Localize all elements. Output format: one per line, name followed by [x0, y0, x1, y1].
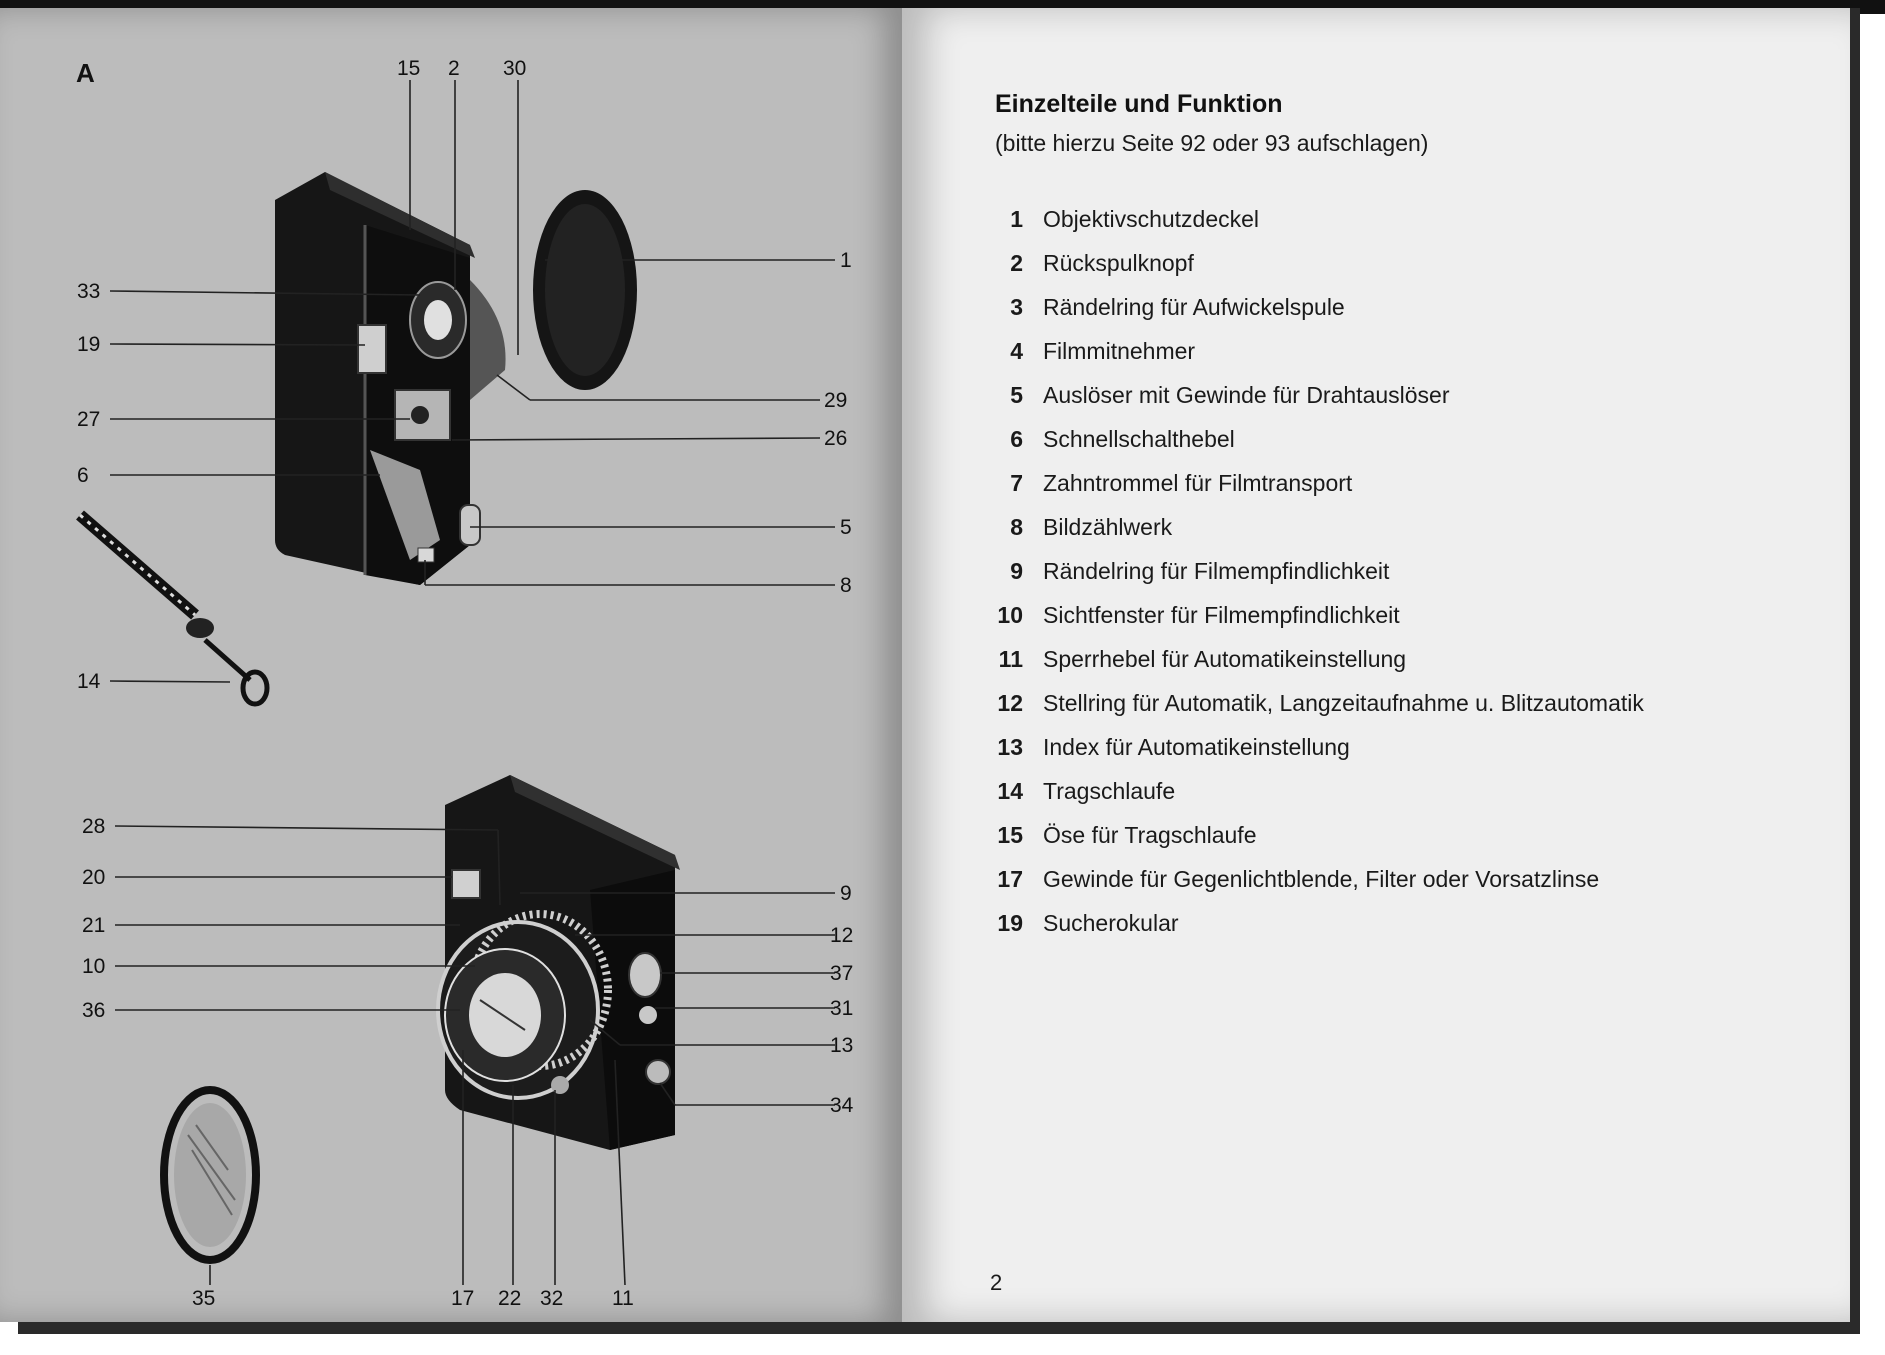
list-item [985, 285, 1644, 329]
item-number: 8 [1010, 513, 1023, 540]
item-label: Sperrhebel für Automatikeinstellung [1043, 645, 1407, 672]
list-item [985, 417, 1644, 461]
callout-13: 13 [830, 1034, 854, 1057]
list-item [985, 725, 1644, 769]
item-number: 13 [997, 733, 1023, 760]
callout-11: 11 [612, 1287, 634, 1310]
callout-17: 17 [451, 1287, 475, 1310]
list-item [985, 329, 1644, 373]
figure-letter: A [76, 58, 95, 88]
callout-21: 21 [82, 914, 106, 937]
item-number: 9 [1010, 557, 1023, 584]
item-label: Bildzählwerk [1043, 513, 1173, 540]
item-number: 7 [1010, 469, 1023, 496]
item-label: Tragschlaufe [1043, 777, 1176, 804]
item-number: 2 [1010, 249, 1023, 276]
callout-30: 30 [503, 57, 527, 80]
item-number: 19 [997, 909, 1023, 936]
callout-34: 34 [830, 1094, 854, 1117]
item-label: Objektivschutzdeckel [1043, 205, 1260, 232]
item-label: Index für Automatikeinstellung [1043, 733, 1350, 760]
item-label: Öse für Tragschlaufe [1043, 821, 1257, 848]
callout-20: 20 [82, 866, 106, 889]
item-number: 17 [997, 865, 1023, 892]
callout-33: 33 [77, 280, 101, 303]
item-label: Rändelring für Filmempfindlichkeit [1043, 557, 1390, 584]
item-number: 1 [1010, 205, 1023, 232]
list-item [985, 681, 1644, 725]
parts-list [985, 197, 1644, 945]
callout-10: 10 [82, 955, 106, 978]
item-label: Rückspulknopf [1043, 249, 1194, 276]
callout-9: 9 [840, 882, 852, 905]
callout-27: 27 [77, 408, 101, 431]
list-item [985, 637, 1644, 681]
list-item [985, 813, 1644, 857]
callout-6: 6 [77, 464, 89, 487]
item-label: Zahntrommel für Filmtransport [1043, 469, 1353, 496]
strap-illustration [80, 515, 267, 704]
list-item [985, 769, 1644, 813]
item-number: 12 [997, 689, 1023, 716]
page-heading: Einzelteile und Funktion [995, 90, 1283, 118]
item-label: Sichtfenster für Filmempfindlichkeit [1043, 601, 1400, 628]
item-label: Auslöser mit Gewinde für Drahtauslöser [1043, 381, 1450, 408]
filter-illustration [164, 1090, 256, 1260]
lens-cap-illustration [533, 190, 637, 390]
list-item [985, 505, 1644, 549]
item-number: 6 [1010, 425, 1023, 452]
item-number: 11 [998, 645, 1023, 672]
callout-29: 29 [824, 389, 848, 412]
item-label: Filmmitnehmer [1043, 337, 1196, 364]
page-shadow-bottom [18, 1322, 1860, 1334]
callout-22: 22 [498, 1287, 522, 1310]
callout-8: 8 [840, 574, 852, 597]
list-item [985, 373, 1644, 417]
camera-top-illustration [275, 172, 506, 585]
callout-14: 14 [77, 670, 101, 693]
page-number: 2 [990, 1270, 1003, 1295]
callout-37: 37 [830, 962, 854, 985]
item-number: 15 [997, 821, 1023, 848]
page-subheading: (bitte hierzu Seite 92 oder 93 aufschlagen) [995, 130, 1429, 156]
item-number: 5 [1010, 381, 1023, 408]
callout-15: 15 [397, 57, 421, 80]
item-number: 10 [997, 601, 1023, 628]
item-number: 4 [1010, 337, 1023, 364]
list-item [985, 241, 1644, 285]
item-label: Schnellschalthebel [1043, 425, 1235, 452]
list-item [985, 857, 1644, 901]
item-label: Stellring für Automatik, Langzeitaufnahme u. Blitzautomatik [1043, 689, 1644, 716]
camera-diagram [0, 0, 902, 1322]
callout-31: 31 [830, 997, 854, 1020]
list-item [985, 197, 1644, 241]
callout-26: 26 [824, 427, 848, 450]
callout-1: 1 [840, 249, 852, 272]
item-label: Gewinde für Gegenlichtblende, Filter oder Vorsatzlinse [1043, 865, 1600, 892]
item-label: Sucherokular [1043, 909, 1179, 936]
list-item [985, 901, 1644, 945]
callout-35: 35 [192, 1287, 216, 1310]
callout-36: 36 [82, 999, 106, 1022]
page-shadow-right [1850, 8, 1860, 1333]
callout-2: 2 [448, 57, 460, 80]
callout-12: 12 [830, 924, 854, 947]
list-item [985, 593, 1644, 637]
camera-bottom-illustration [438, 775, 680, 1150]
item-number: 14 [997, 777, 1023, 804]
item-number: 3 [1010, 293, 1023, 320]
callout-19: 19 [77, 333, 101, 356]
callout-28: 28 [82, 815, 106, 838]
item-label: Rändelring für Aufwickelspule [1043, 293, 1345, 320]
list-item [985, 461, 1644, 505]
list-item [985, 549, 1644, 593]
callout-32: 32 [540, 1287, 564, 1310]
callout-5: 5 [840, 516, 852, 539]
